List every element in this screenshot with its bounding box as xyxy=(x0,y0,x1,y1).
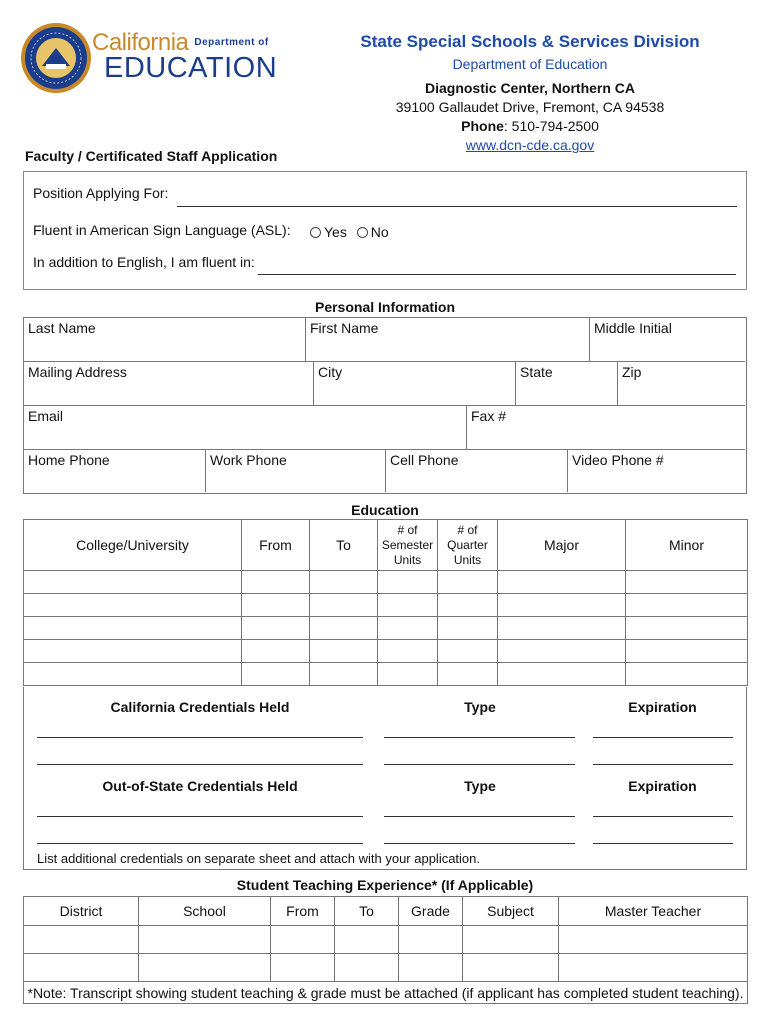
out-of-state-credentials-heading: Out-of-State Credentials Held xyxy=(102,778,298,794)
last-name-field[interactable] xyxy=(24,318,306,362)
to-cell[interactable] xyxy=(310,571,378,594)
to-cell[interactable] xyxy=(335,926,399,954)
asl-no-label: No xyxy=(370,224,389,240)
to-header: To xyxy=(335,897,399,926)
video-phone-label: Video Phone # xyxy=(572,452,664,468)
out-expiration-line-1[interactable] xyxy=(593,816,733,817)
minor-cell[interactable] xyxy=(626,594,748,617)
grade-cell[interactable] xyxy=(399,926,463,954)
major-header: Major xyxy=(498,520,626,571)
ca-type-line-1[interactable] xyxy=(384,737,575,738)
fax-label: Fax # xyxy=(471,408,507,424)
out-credential-line-2[interactable] xyxy=(37,843,363,844)
master-teacher-cell[interactable] xyxy=(559,954,748,982)
ca-expiration-line-2[interactable] xyxy=(593,764,733,765)
subject-cell[interactable] xyxy=(463,926,559,954)
to-cell[interactable] xyxy=(310,663,378,686)
ca-expiration-line-1[interactable] xyxy=(593,737,733,738)
phone-label: Phone xyxy=(461,118,504,134)
table-row[interactable] xyxy=(24,926,748,954)
fax-field[interactable] xyxy=(467,406,745,450)
minor-header: Minor xyxy=(626,520,748,571)
quarter-cell[interactable] xyxy=(438,571,498,594)
to-cell[interactable] xyxy=(310,640,378,663)
college-cell[interactable] xyxy=(24,663,242,686)
from-cell[interactable] xyxy=(271,954,335,982)
position-applying-label: Position Applying For: xyxy=(33,185,169,201)
student-teaching-header-row xyxy=(24,897,748,926)
mailing-address-field[interactable] xyxy=(24,362,314,406)
district-cell[interactable] xyxy=(24,954,139,982)
cell-phone-label: Cell Phone xyxy=(390,452,459,468)
home-phone-field[interactable] xyxy=(24,450,206,492)
table-row[interactable] xyxy=(24,663,748,686)
table-row[interactable] xyxy=(24,617,748,640)
other-language-input[interactable] xyxy=(258,274,736,275)
ca-expiration-heading: Expiration xyxy=(628,699,697,715)
education-table xyxy=(23,519,748,686)
from-cell[interactable] xyxy=(271,926,335,954)
home-phone-label: Home Phone xyxy=(28,452,110,468)
student-teaching-note: *Note: Transcript showing student teaching & grade must be attached (if applicant has completed student teaching). xyxy=(24,982,748,1004)
video-phone-field[interactable] xyxy=(568,450,745,492)
table-row[interactable] xyxy=(24,954,748,982)
out-expiration-line-2[interactable] xyxy=(593,843,733,844)
ca-type-heading: Type xyxy=(464,699,496,715)
position-section xyxy=(23,171,747,290)
major-cell[interactable] xyxy=(498,640,626,663)
table-row[interactable] xyxy=(24,594,748,617)
out-type-heading: Type xyxy=(464,778,496,794)
major-cell[interactable] xyxy=(498,663,626,686)
from-header: From xyxy=(242,520,310,571)
center-address: 39100 Gallaudet Drive, Fremont, CA 94538 xyxy=(395,99,665,115)
college-cell[interactable] xyxy=(24,640,242,663)
semester-cell[interactable] xyxy=(378,640,438,663)
email-field[interactable] xyxy=(24,406,467,450)
semester-units-header: # of Semester Units xyxy=(378,520,438,571)
state-field[interactable] xyxy=(516,362,618,406)
quarter-cell[interactable] xyxy=(438,617,498,640)
college-cell[interactable] xyxy=(24,617,242,640)
table-row[interactable] xyxy=(24,640,748,663)
minor-cell[interactable] xyxy=(626,640,748,663)
additional-credentials-note: List additional credentials on separate sheet and attach with your application. xyxy=(37,851,481,866)
from-cell[interactable] xyxy=(242,571,310,594)
semester-cell[interactable] xyxy=(378,571,438,594)
out-credential-line-1[interactable] xyxy=(37,816,363,817)
department-name: Department of Education xyxy=(452,56,608,72)
asl-no-radio[interactable] xyxy=(357,227,368,238)
asl-yes-radio[interactable] xyxy=(310,227,321,238)
minor-cell[interactable] xyxy=(626,663,748,686)
city-field[interactable] xyxy=(314,362,516,406)
school-cell[interactable] xyxy=(139,926,271,954)
cell-phone-field[interactable] xyxy=(386,450,568,492)
student-teaching-title: Student Teaching Experience* (If Applicable) xyxy=(236,877,534,893)
semester-cell[interactable] xyxy=(378,663,438,686)
school-header: School xyxy=(139,897,271,926)
ca-credentials-heading: California Credentials Held xyxy=(110,699,290,715)
subject-cell[interactable] xyxy=(463,954,559,982)
ca-credential-line-1[interactable] xyxy=(37,737,363,738)
education-header-row xyxy=(24,520,748,571)
semester-cell[interactable] xyxy=(378,617,438,640)
from-header: From xyxy=(271,897,335,926)
school-cell[interactable] xyxy=(139,954,271,982)
major-cell[interactable] xyxy=(498,594,626,617)
work-phone-field[interactable] xyxy=(206,450,386,492)
city-label: City xyxy=(318,364,343,380)
district-header: District xyxy=(24,897,139,926)
website-link[interactable]: www.dcn-cde.ca.gov xyxy=(465,137,595,153)
state-label: State xyxy=(520,364,553,380)
position-applying-input[interactable] xyxy=(177,206,737,207)
brand-california: California xyxy=(92,29,189,56)
zip-field[interactable] xyxy=(618,362,745,406)
from-cell[interactable] xyxy=(242,640,310,663)
college-header: College/University xyxy=(24,520,242,571)
master-teacher-cell[interactable] xyxy=(559,926,748,954)
minor-cell[interactable] xyxy=(626,571,748,594)
first-name-label: First Name xyxy=(310,320,379,336)
major-cell[interactable] xyxy=(498,571,626,594)
minor-cell[interactable] xyxy=(626,617,748,640)
brand-department-of: Department of xyxy=(194,37,269,48)
work-phone-label: Work Phone xyxy=(210,452,287,468)
master-teacher-header: Master Teacher xyxy=(559,897,748,926)
grade-cell[interactable] xyxy=(399,954,463,982)
college-cell[interactable] xyxy=(24,594,242,617)
out-type-line-2[interactable] xyxy=(384,843,575,844)
quarter-cell[interactable] xyxy=(438,663,498,686)
other-language-label: In addition to English, I am fluent in: xyxy=(33,254,255,270)
college-cell[interactable] xyxy=(24,571,242,594)
to-cell[interactable] xyxy=(310,594,378,617)
email-label: Email xyxy=(28,408,64,424)
out-expiration-heading: Expiration xyxy=(628,778,697,794)
to-cell[interactable] xyxy=(310,617,378,640)
phone-value: : 510-794-2500 xyxy=(503,118,599,134)
grade-header: Grade xyxy=(399,897,463,926)
division-title: State Special Schools & Services Division xyxy=(360,32,700,51)
personal-info-title: Personal Information xyxy=(314,299,456,315)
last-name-label: Last Name xyxy=(28,320,96,336)
brand-education: EDUCATION xyxy=(104,52,278,84)
cde-seal-logo xyxy=(20,22,92,94)
from-cell[interactable] xyxy=(242,594,310,617)
table-row[interactable] xyxy=(24,571,748,594)
district-cell[interactable] xyxy=(24,926,139,954)
to-header: To xyxy=(310,520,378,571)
quarter-cell[interactable] xyxy=(438,594,498,617)
from-cell[interactable] xyxy=(242,663,310,686)
ca-credential-line-2[interactable] xyxy=(37,764,363,765)
form-title: Faculty / Certificated Staff Application xyxy=(25,148,278,164)
asl-yes-label: Yes xyxy=(324,224,347,240)
to-cell[interactable] xyxy=(335,954,399,982)
middle-initial-field[interactable] xyxy=(590,318,745,362)
mailing-address-label: Mailing Address xyxy=(28,364,127,380)
quarter-cell[interactable] xyxy=(438,640,498,663)
subject-header: Subject xyxy=(463,897,559,926)
semester-cell[interactable] xyxy=(378,594,438,617)
education-title: Education xyxy=(351,502,419,518)
major-cell[interactable] xyxy=(498,617,626,640)
center-name: Diagnostic Center, Northern CA xyxy=(424,80,636,96)
personal-info-grid xyxy=(23,317,747,494)
student-teaching-note-row xyxy=(24,982,748,1004)
asl-label: Fluent in American Sign Language (ASL): xyxy=(33,222,291,238)
from-cell[interactable] xyxy=(242,617,310,640)
middle-initial-label: Middle Initial xyxy=(594,320,672,336)
first-name-field[interactable] xyxy=(306,318,590,362)
header-contact-block xyxy=(320,32,740,155)
asl-yes-option[interactable] xyxy=(310,224,389,240)
center-phone xyxy=(320,117,740,136)
student-teaching-table xyxy=(23,896,748,1004)
out-type-line-1[interactable] xyxy=(384,816,575,817)
quarter-units-header: # of Quarter Units xyxy=(438,520,498,571)
ca-type-line-2[interactable] xyxy=(384,764,575,765)
zip-label: Zip xyxy=(622,364,642,380)
